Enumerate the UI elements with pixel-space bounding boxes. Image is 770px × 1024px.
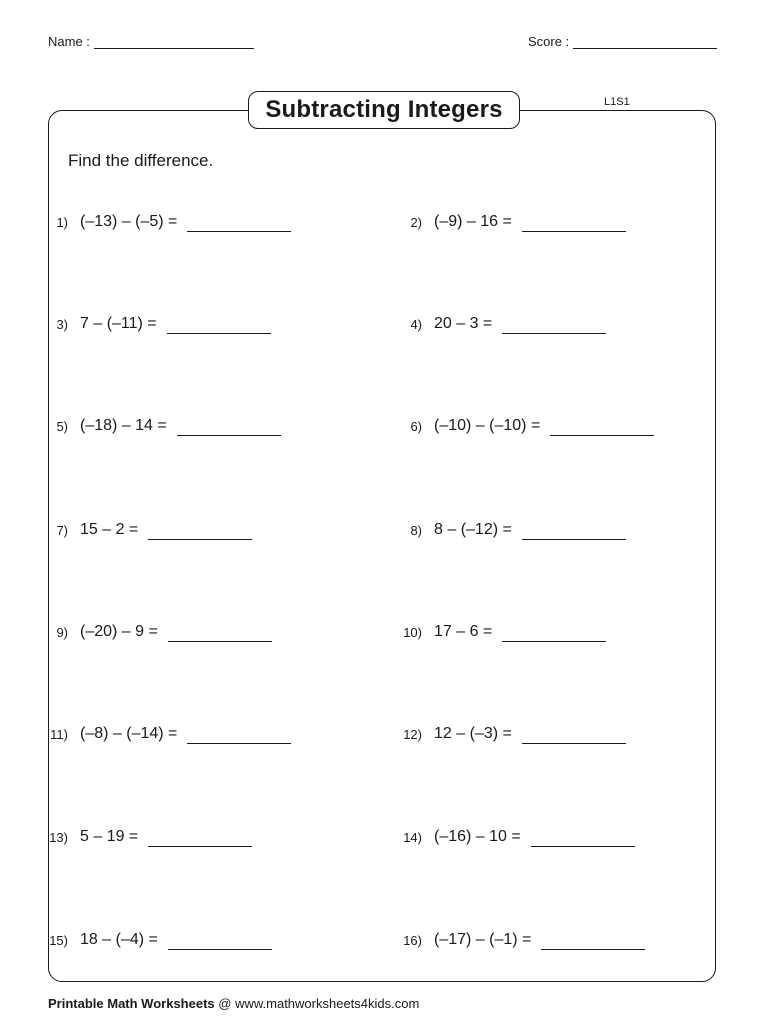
- problem-number: 1): [56, 214, 68, 230]
- answer-line[interactable]: [148, 523, 252, 540]
- problem-number: 14): [403, 829, 422, 845]
- answer-line[interactable]: [522, 215, 626, 232]
- answer-line[interactable]: [531, 830, 635, 847]
- name-field-block: [48, 34, 254, 49]
- problem-expression: (–18) – 14 =: [80, 417, 167, 434]
- problem-expression: 17 – 6 =: [434, 623, 493, 640]
- problem-number: 8): [410, 522, 422, 538]
- footer-brand: Printable Math Worksheets: [48, 996, 215, 1011]
- problem-1: [38, 210, 291, 234]
- problem-14: [392, 825, 635, 849]
- answer-line[interactable]: [502, 317, 606, 334]
- problem-expression: 8 – (–12) =: [434, 521, 512, 538]
- problem-number: 3): [56, 316, 68, 332]
- problem-expression: 20 – 3 =: [434, 315, 493, 332]
- problem-number: 16): [403, 932, 422, 948]
- problem-number: 15): [49, 932, 68, 948]
- answer-line[interactable]: [187, 215, 291, 232]
- worksheet-frame: [48, 110, 716, 982]
- score-line[interactable]: [573, 34, 717, 49]
- problem-number: 5): [56, 418, 68, 434]
- problem-expression: 15 – 2 =: [80, 521, 139, 538]
- instruction-text: Find the difference.: [68, 151, 214, 170]
- name-label: Name :: [48, 34, 90, 49]
- problem-expression: (–8) – (–14) =: [80, 725, 178, 742]
- problem-expression: (–10) – (–10) =: [434, 417, 541, 434]
- worksheet-code: L1S1: [604, 96, 630, 108]
- problem-number: 10): [403, 624, 422, 640]
- problem-5: [38, 414, 281, 438]
- problem-expression: (–13) – (–5) =: [80, 213, 178, 230]
- problem-3: [38, 312, 271, 336]
- name-line[interactable]: [94, 34, 254, 49]
- answer-line[interactable]: [187, 727, 291, 744]
- score-field-block: [528, 34, 717, 49]
- footer-site[interactable]: @ www.mathworksheets4kids.com: [218, 996, 420, 1011]
- problem-16: [392, 928, 645, 952]
- problem-number: 4): [410, 316, 422, 332]
- problem-10: [392, 620, 606, 644]
- problem-15: [38, 928, 272, 952]
- problem-number: 7): [56, 522, 68, 538]
- problem-4: [392, 312, 606, 336]
- problem-expression: (–20) – 9 =: [80, 623, 158, 640]
- answer-line[interactable]: [550, 419, 654, 436]
- worksheet-title: Subtracting Integers: [248, 91, 520, 129]
- problem-12: [392, 722, 626, 746]
- problem-number: 12): [403, 726, 422, 742]
- problem-expression: (–16) – 10 =: [434, 828, 521, 845]
- answer-line[interactable]: [541, 933, 645, 950]
- problem-number: 2): [410, 214, 422, 230]
- problem-number: 13): [49, 829, 68, 845]
- problem-expression: (–9) – 16 =: [434, 213, 512, 230]
- answer-line[interactable]: [168, 625, 272, 642]
- problem-expression: 7 – (–11) =: [80, 315, 157, 332]
- problem-expression: 18 – (–4) =: [80, 931, 158, 948]
- footer: [48, 996, 419, 1011]
- problem-6: [392, 414, 654, 438]
- problem-number: 6): [410, 418, 422, 434]
- problem-13: [38, 825, 252, 849]
- problem-expression: (–17) – (–1) =: [434, 931, 532, 948]
- answer-line[interactable]: [148, 830, 252, 847]
- problem-number: 9): [56, 624, 68, 640]
- problem-8: [392, 518, 626, 542]
- answer-line[interactable]: [177, 419, 281, 436]
- problem-11: [38, 722, 291, 746]
- problem-number: 11): [50, 726, 68, 742]
- answer-line[interactable]: [522, 727, 626, 744]
- answer-line[interactable]: [502, 625, 606, 642]
- problem-expression: 12 – (–3) =: [434, 725, 512, 742]
- answer-line[interactable]: [168, 933, 272, 950]
- problem-7: [38, 518, 252, 542]
- score-label: Score :: [528, 34, 570, 49]
- problem-expression: 5 – 19 =: [80, 828, 139, 845]
- problem-2: [392, 210, 626, 234]
- answer-line[interactable]: [167, 317, 271, 334]
- answer-line[interactable]: [522, 523, 626, 540]
- problem-9: [38, 620, 272, 644]
